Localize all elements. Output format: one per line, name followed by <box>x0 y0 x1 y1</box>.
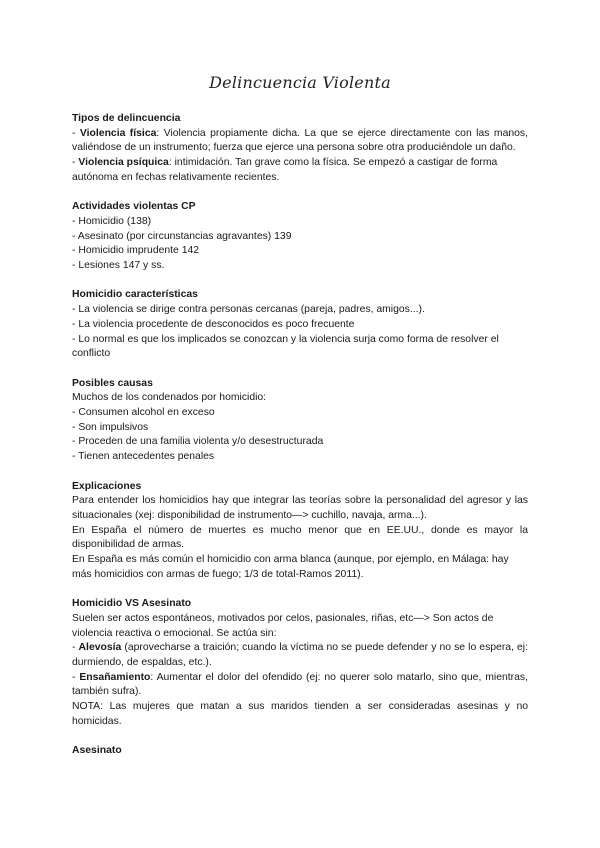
list-item: - Homicidio (138) <box>72 215 152 227</box>
section-heading: Explicaciones <box>72 480 142 492</box>
list-item: - La violencia se dirige contra personas cercanas (pareja, padres, amigos...). <box>72 304 425 316</box>
section-causas <box>72 377 528 465</box>
paragraph-ensanamiento <box>72 671 528 700</box>
intro-text: Muchos de los condenados por homicidio: <box>72 392 267 404</box>
paragraph-violencia-psiquica <box>72 156 528 185</box>
section-heading: Posibles causas <box>72 377 153 389</box>
section-heading: Asesinato <box>72 745 122 757</box>
list-item: - Lesiones 147 y ss. <box>72 260 165 272</box>
intro-text: Suelen ser actos espontáneos, motivados por celos, pasionales, riñas, etc—> Son actos de violencia reactiva o emocional. Se actúa sin: <box>72 612 494 639</box>
list-item: - Son impulsivos <box>72 421 149 433</box>
list-item: - Proceden de una familia violenta y/o desestructurada <box>72 436 324 448</box>
section-actividades <box>72 200 528 274</box>
section-heading: Tipos de delincuencia <box>72 113 181 124</box>
list-dash: - <box>72 157 79 169</box>
term-ensanamiento: Ensañamiento <box>79 671 151 683</box>
document-body <box>72 112 528 774</box>
definition-text: (aprovecharse a traición; cuando la víctima no se puede defender y no se lo espera, ej: durmiendo, de espaldas, etc.). <box>72 642 528 668</box>
list-item: - Lo normal es que los implicados se conozcan y la violencia surja como forma de resolver el conflicto <box>72 333 499 360</box>
definition-text: : Aumentar el dolor del ofendido (ej: no querer solo matarlo, sino que, mientras, también sufra). <box>72 671 528 698</box>
section-explicaciones <box>72 480 528 583</box>
section-heading: Actividades violentas CP <box>72 201 196 213</box>
paragraph-violencia-fisica <box>72 127 528 156</box>
section-heading: Homicidio características <box>72 289 198 301</box>
list-item: - Tienen antecedentes penales <box>72 451 215 463</box>
list-item: - Asesinato (por circunstancias agravantes) 139 <box>72 230 292 242</box>
section-tipos <box>72 112 528 186</box>
list-dash: - <box>72 642 79 654</box>
section-homicidio <box>72 288 528 362</box>
paragraph: Para entender los homicidios hay que integrar las teorías sobre la personalidad del agresor y las situacionales (xej: disponibilidad de instrumento—> cuchillo, navaja, arma...). <box>72 495 528 521</box>
paragraph: En España el número de muertes es mucho menor que en EE.UU., donde es mayor la disponibilidad de armas. <box>72 524 528 551</box>
document-title: Delincuencia Violenta <box>209 73 391 92</box>
note-text: NOTA: Las mujeres que matan a sus maridos tienden a ser consideradas asesinas y no homicidas. <box>72 701 528 727</box>
list-dash: - <box>72 671 80 683</box>
term-violencia-fisica: Violencia física <box>79 127 157 139</box>
list-item: - Consumen alcohol en exceso <box>72 407 215 419</box>
term-alevosia: Alevosía <box>78 642 122 654</box>
list-item: - La violencia procedente de desconocidos es poco frecuente <box>72 318 355 330</box>
definition-text: : Violencia propiamente dicha. La que se ejerce directamente con las manos, valiéndose de un instrumento; fuerza que ejerce una persona sobre otra produciéndole un daño. <box>72 127 528 154</box>
term-violencia-psiquica: Violencia psíquica <box>78 157 169 169</box>
section-heading: Homicidio VS Asesinato <box>72 598 192 610</box>
section-asesinato <box>72 744 528 759</box>
list-dash: - <box>72 127 80 139</box>
paragraph: En España es más común el homicidio con arma blanca (aunque, por ejemplo, en Málaga: hay más homicidios con armas de fuego; 1/3 de total-Ramos 2011). <box>72 554 509 580</box>
list-item: - Homicidio imprudente 142 <box>72 245 200 257</box>
paragraph-alevosia <box>72 641 528 670</box>
section-homicidio-vs-asesinato <box>72 597 528 729</box>
definition-text: : intimidación. Tan grave como la física. Se empezó a castigar de forma autónoma en fechas relativamente recientes. <box>72 157 498 183</box>
